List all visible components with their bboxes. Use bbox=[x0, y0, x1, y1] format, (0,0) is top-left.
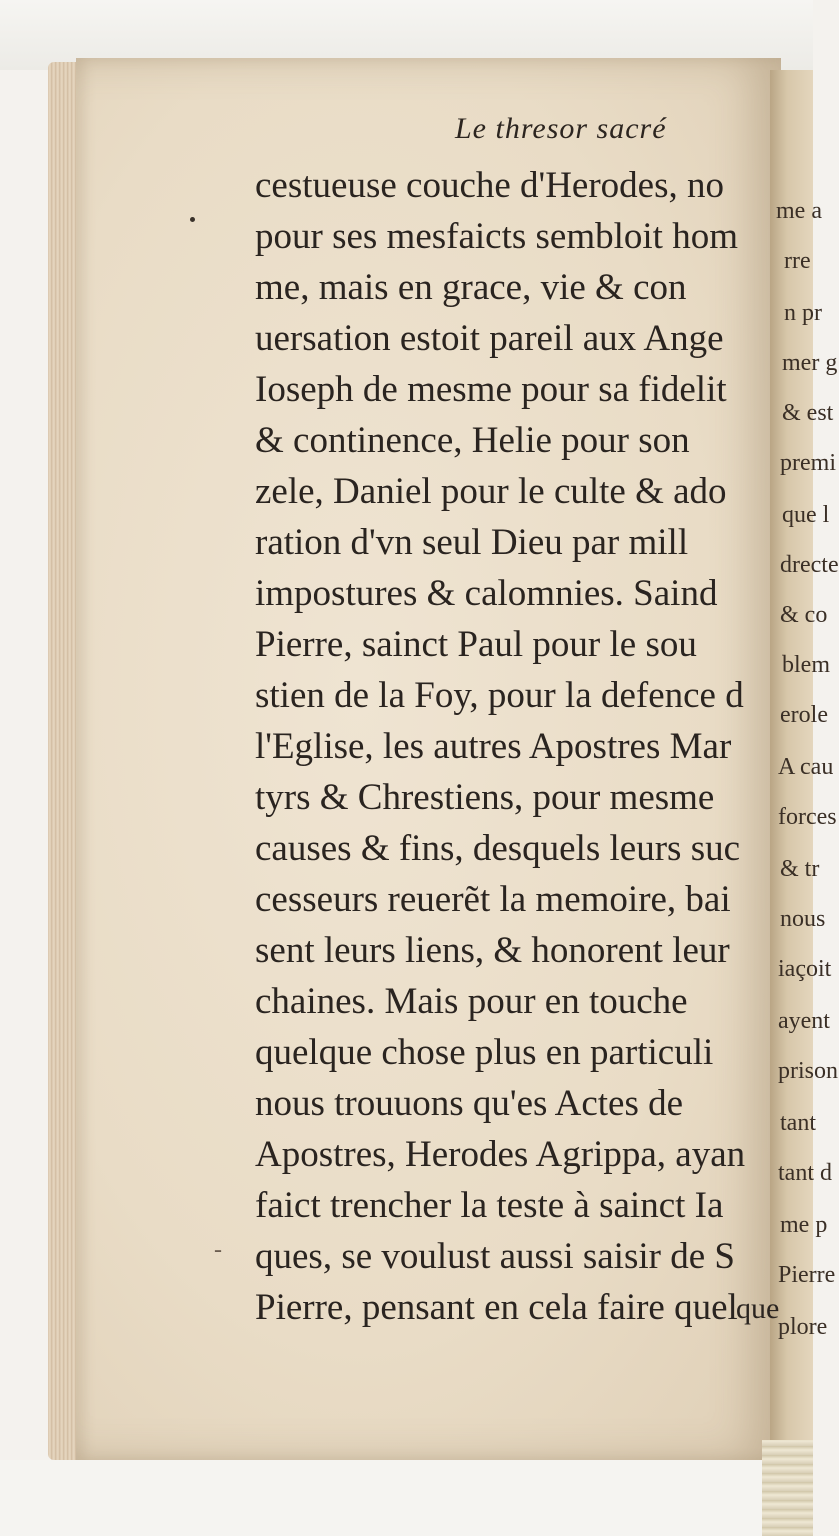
text-line: impostures & calomnies. Saind bbox=[255, 573, 718, 614]
facing-fragment: tant bbox=[780, 1110, 816, 1136]
facing-fragment: premi bbox=[780, 450, 836, 476]
text-line: stien de la Foy, pour la defence d bbox=[255, 675, 744, 716]
text-line: ration d'vn seul Dieu par mill bbox=[255, 522, 689, 563]
bookmark-ribbon bbox=[762, 1440, 813, 1536]
facing-fragment: & est bbox=[782, 400, 834, 426]
ink-dot bbox=[190, 217, 195, 222]
text-line: Ioseph de mesme pour sa fidelit bbox=[255, 369, 727, 410]
text-line: l'Eglise, les autres Apostres Mar bbox=[255, 726, 732, 767]
facing-fragment: mer g bbox=[782, 350, 838, 376]
margin-mark: - bbox=[214, 1237, 222, 1263]
facing-fragment: & co bbox=[780, 602, 828, 628]
text-line: causes & fins, desquels leurs suc bbox=[255, 828, 741, 869]
facing-fragment: erole bbox=[780, 702, 828, 728]
text-line: Pierre, sainct Paul pour le sou bbox=[255, 624, 697, 665]
facing-fragment: drecte bbox=[780, 552, 839, 578]
facing-fragment: A cau bbox=[778, 754, 834, 780]
facing-fragment: & tr bbox=[780, 856, 820, 882]
facing-fragment: me p bbox=[780, 1212, 828, 1238]
text-line: cestueuse couche d'Herodes, no bbox=[255, 165, 724, 206]
text-line: ques, se voulust aussi saisir de S bbox=[255, 1236, 735, 1277]
facing-fragment: tant d bbox=[778, 1160, 832, 1186]
facing-fragment: Pierre bbox=[778, 1262, 836, 1288]
facing-fragment: prison bbox=[778, 1058, 838, 1084]
facing-page-strip bbox=[770, 70, 839, 1470]
main-text bbox=[255, 160, 775, 1333]
text-line: me, mais en grace, vie & con bbox=[255, 267, 687, 308]
text-line: Apostres, Herodes Agrippa, ayan bbox=[255, 1134, 746, 1175]
text-line: chaines. Mais pour en touche bbox=[255, 981, 688, 1022]
text-line: & continence, Helie pour son bbox=[255, 420, 690, 461]
text-line: quelque chose plus en particuli bbox=[255, 1032, 714, 1073]
text-line: cesseurs reuerẽt la memoire, bai bbox=[255, 879, 731, 920]
text-line: pour ses mesfaicts sembloit hom bbox=[255, 216, 738, 257]
text-line: uersation estoit pareil aux Ange bbox=[255, 318, 724, 359]
facing-fragment: rre bbox=[784, 248, 811, 274]
text-line: tyrs & Chrestiens, pour mesme bbox=[255, 777, 715, 818]
text-line: zele, Daniel pour le culte & ado bbox=[255, 471, 727, 512]
facing-fragment: que l bbox=[782, 502, 830, 528]
text-line: nous trouuons qu'es Actes de bbox=[255, 1083, 684, 1124]
text-line: sent leurs liens, & honorent leur bbox=[255, 930, 730, 971]
facing-fragment: n pr bbox=[784, 300, 822, 326]
running-head: Le thresor sacré bbox=[455, 112, 667, 145]
facing-fragment: iaçoit bbox=[778, 956, 832, 982]
text-line: Pierre, pensant en cela faire quel bbox=[255, 1287, 738, 1328]
facing-fragment: ayent bbox=[778, 1008, 830, 1034]
text-line: faict trencher la teste à sainct Ia bbox=[255, 1185, 724, 1226]
facing-fragment: forces bbox=[778, 804, 837, 830]
facing-fragment: blem bbox=[782, 652, 830, 678]
facing-fragment: me a bbox=[776, 198, 822, 224]
catchword: que bbox=[736, 1292, 780, 1325]
facing-fragment: nous bbox=[780, 906, 826, 932]
facing-fragment: plore bbox=[778, 1314, 828, 1340]
background-bottom bbox=[0, 1460, 762, 1536]
